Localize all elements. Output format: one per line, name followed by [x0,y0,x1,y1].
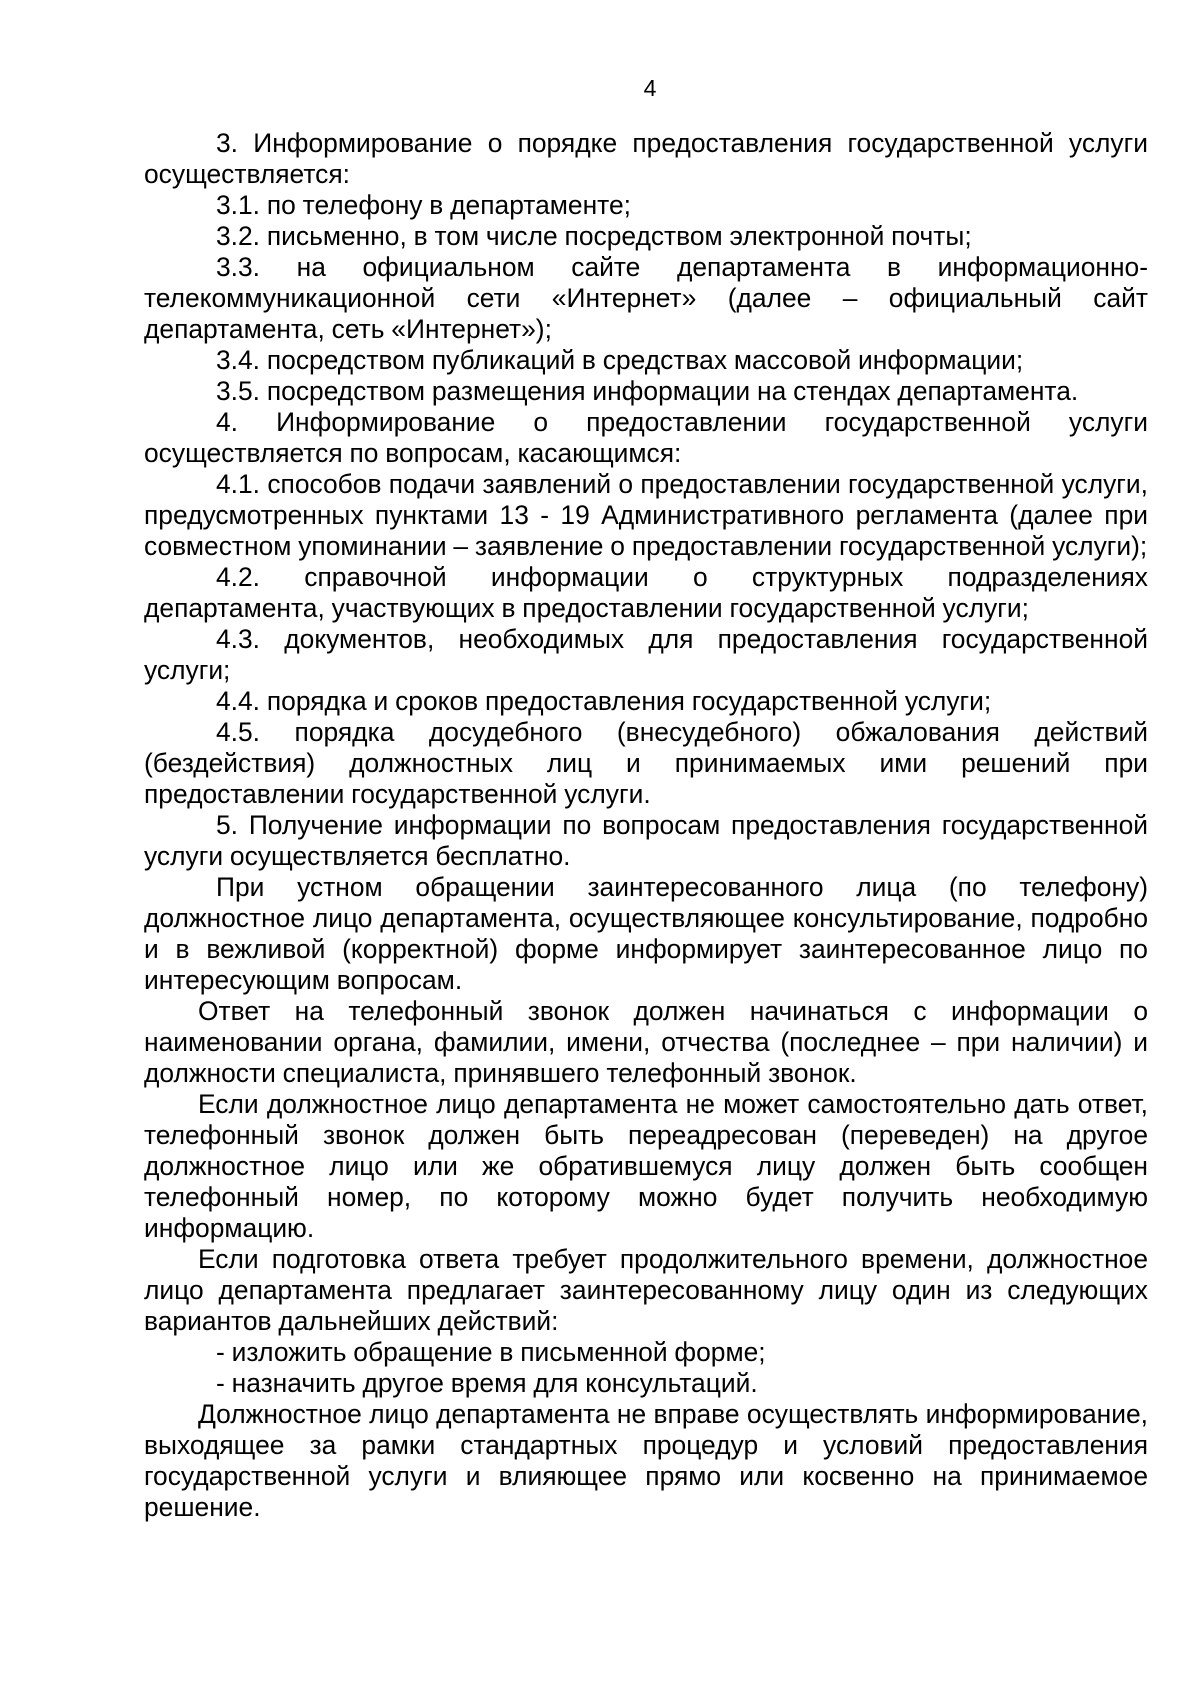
paragraph: 4.3. документов, необходимых для предоставления государственной услуги; [144,624,1148,685]
paragraph: - изложить обращение в письменной форме; [216,1337,766,1367]
paragraph: 4.2. справочной информации о структурных подразделениях департамента, участвующих в предоставлении государственной услуги; [144,562,1148,623]
paragraph: При устном обращении заинтересованного лица (по телефону) должностное лицо департамента, осуществляющее консультирование, подробно и в вежливой (корректной) форме информирует заинтересованное лицо по интересующим вопросам. [144,872,1148,995]
paragraph: 4.4. порядка и сроков предоставления государственной услуги; [216,686,992,716]
paragraph: Ответ на телефонный звонок должен начинаться с информации о наименовании органа, фамилии, имени, отчества (последнее – при наличии) и должности специалиста, принявшего телефонный звонок. [144,996,1148,1088]
paragraph: 4.1. способов подачи заявлений о предоставлении государственной услуги, предусмотренных пунктами 13 - 19 Административного регламента (далее при совместном упоминании – заявление о предоставлении государственной услуги); [144,469,1148,561]
paragraph: 3.4. посредством публикаций в средствах массовой информации; [216,345,1024,375]
paragraph: - назначить другое время для консультаций. [216,1368,758,1398]
paragraph: 3.5. посредством размещения информации на стендах департамента. [216,376,1079,406]
document-body [144,128,1148,1523]
paragraph: 3. Информирование о порядке предоставления государственной услуги осуществляется: [144,128,1148,189]
paragraph: 3.1. по телефону в департаменте; [216,190,631,220]
paragraph: 5. Получение информации по вопросам предоставления государственной услуги осуществляется бесплатно. [144,810,1148,871]
paragraph: 4. Информирование о предоставлении государственной услуги осуществляется по вопросам, касающимся: [144,407,1148,468]
paragraph: 3.3. на официальном сайте департамента в информационно-телекоммуникационной сети «Интернет» (далее – официальный сайт департамента, сеть «Интернет»); [144,252,1148,344]
paragraph: 4.5. порядка досудебного (внесудебного) обжалования действий (бездействия) должностных лиц и принимаемых ими решений при предоставлении государственной услуги. [144,717,1148,809]
page-number: 4 [643,75,657,101]
paragraph: Должностное лицо департамента не вправе осуществлять информирование, выходящее за рамки стандартных процедур и условий предоставления государственной услуги и влияющее прямо или косвенно на принимаемое решение. [144,1399,1148,1522]
paragraph: Если должностное лицо департамента не может самостоятельно дать ответ, телефонный звонок должен быть переадресован (переведен) на другое должностное лицо или же обратившемуся лицу должен быть сообщен телефонный номер, по которому можно будет получить необходимую информацию. [144,1089,1148,1243]
paragraph: Если подготовка ответа требует продолжительного времени, должностное лицо департамента предлагает заинтересованному лицу один из следующих вариантов дальнейших действий: [144,1244,1148,1336]
paragraph: 3.2. письменно, в том числе посредством электронной почты; [216,221,972,251]
